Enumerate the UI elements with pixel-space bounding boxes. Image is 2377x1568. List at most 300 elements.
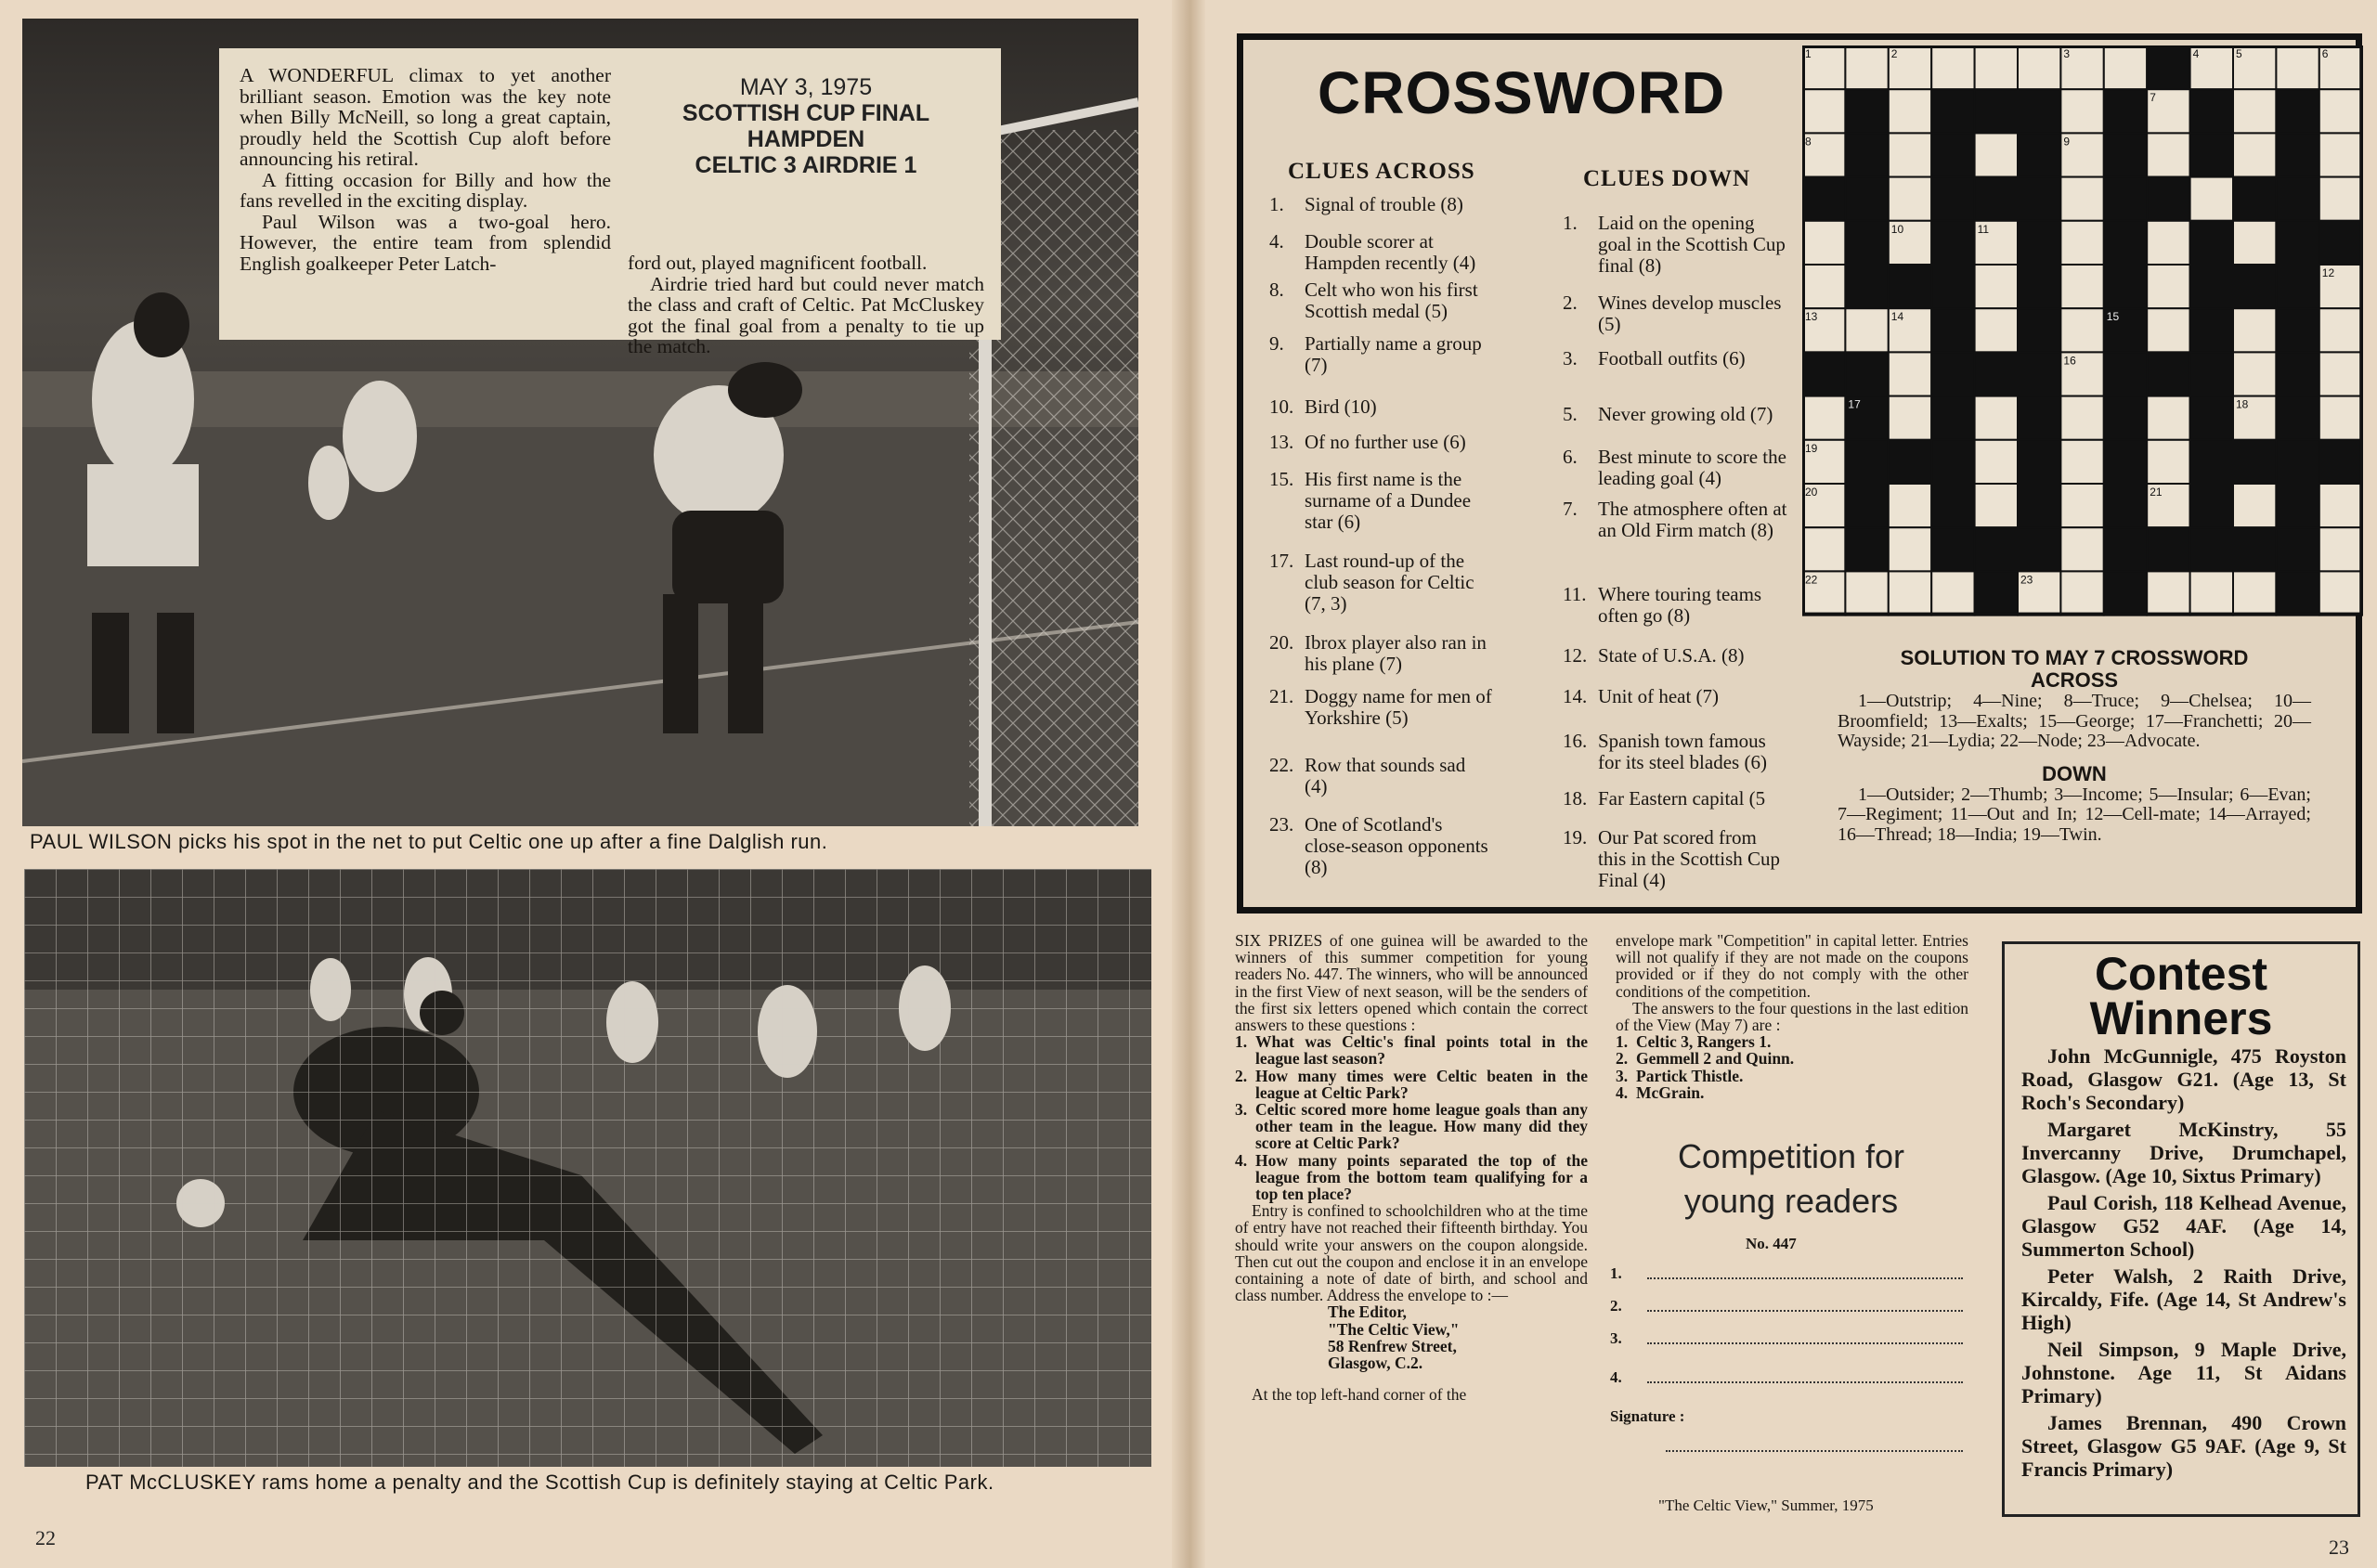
- grid-black-cell: [1845, 265, 1888, 308]
- grid-black-cell: [1931, 221, 1974, 265]
- winner-text: John McGunnigle, 475 Royston Road, Glasgow G21. (Age 13, St Roch's Secondary): [2021, 1044, 2346, 1114]
- grid-black-cell: [2190, 396, 2233, 440]
- grid-black-cell: [2018, 484, 2060, 527]
- grid-number: 3: [2063, 47, 2071, 60]
- clue-text: State of U.S.A. (8): [1598, 644, 1745, 667]
- grid-cell[interactable]: [1931, 571, 1974, 615]
- match-report-box: [219, 48, 1001, 357]
- crossword-grid[interactable]: [1802, 45, 2363, 621]
- grid-black-cell: [2147, 45, 2189, 89]
- grid-number: 6: [2321, 47, 2329, 60]
- clue-text: Wines develop muscles (5): [1598, 292, 1782, 335]
- grid-black-cell: [1845, 177, 1888, 221]
- grid-cell[interactable]: [2060, 89, 2103, 133]
- grid-black-cell: [1845, 440, 1888, 484]
- grid-cell[interactable]: [2147, 396, 2189, 440]
- clue-across: [1269, 632, 1492, 675]
- clue-down: [1563, 645, 1787, 667]
- grid-cell[interactable]: [2319, 133, 2362, 176]
- clue-across: [1269, 194, 1492, 215]
- grid-black-cell: [1975, 352, 2018, 395]
- clue-text: His first name is the surname of a Dundee star (6): [1305, 468, 1472, 533]
- solution-across-text: 1—Outstrip; 4—Nine; 8—Truce; 9—Chelsea; 10—Broomfield; 13—Exalts; 15—George; 17—Franchetti; 20—Wayside; 21—Lydia; 22—Node; 23—Advocate.: [1838, 691, 2311, 751]
- clue-text: Celt who won his first Scottish medal (5): [1305, 279, 1478, 322]
- headline-venue: HAMPDEN: [747, 126, 865, 152]
- grid-cell[interactable]: [2147, 221, 2189, 265]
- grid-black-cell: [1931, 527, 1974, 571]
- grid-cell[interactable]: [2060, 527, 2103, 571]
- clue-text: The atmosphere often at an Old Firm match (8): [1598, 498, 1787, 541]
- clue-across: [1269, 469, 1492, 533]
- answer-line-3[interactable]: [1610, 1329, 1963, 1348]
- clue-down: [1563, 348, 1787, 369]
- grid-number: 18: [2236, 397, 2249, 411]
- competition-column-2: [1616, 932, 1968, 1101]
- clue-number: 15.: [1269, 468, 1294, 490]
- grid-cell[interactable]: [2060, 308, 2103, 352]
- winner-entry: [2005, 1411, 2358, 1481]
- report-paragraph: Paul Wilson was a two-goal hero. However, the entire team from splendid English goalkeeper Peter Latch-: [240, 210, 611, 275]
- grid-cell[interactable]: [1889, 352, 1931, 395]
- competition-entry-rules: envelope mark "Competition" in capital letter. Entries will not qualify if they are not made on the coupons provided or if they do not comply with the other conditions of the competition.: [1616, 931, 1968, 1001]
- grid-cell[interactable]: [1889, 133, 1931, 176]
- last-answer: [1616, 1033, 1968, 1050]
- grid-number: 12: [2321, 266, 2335, 279]
- clue-text: Far Eastern capital (5: [1598, 787, 1766, 810]
- clue-text: Unit of heat (7): [1598, 685, 1720, 707]
- answer-line-1[interactable]: [1610, 1264, 1963, 1283]
- grid-number: 10: [1890, 222, 1904, 236]
- grid-black-cell: [2104, 89, 2147, 133]
- grid-number: 11: [1977, 222, 1990, 236]
- grid-cell[interactable]: [2233, 89, 2276, 133]
- caption-bottom: PAT McCLUSKEY rams home a penalty and the Scottish Cup is definitely staying at Celtic Park.: [85, 1471, 994, 1494]
- grid-black-cell: [2018, 527, 2060, 571]
- grid-cell[interactable]: [2018, 45, 2060, 89]
- signature-text: Signature :: [1610, 1407, 1685, 1425]
- grid-cell[interactable]: [2190, 571, 2233, 615]
- headline-score: CELTIC 3 AIRDRIE 1: [695, 152, 917, 178]
- clue-text: Best minute to score the leading goal (4): [1598, 446, 1786, 489]
- grid-black-cell: [1845, 221, 1888, 265]
- grid-number: 23: [2020, 573, 2033, 587]
- clue-number: 13.: [1269, 431, 1294, 453]
- grid-black-cell: [1889, 265, 1931, 308]
- issue-footer: "The Celtic View," Summer, 1975: [1658, 1497, 1874, 1514]
- last-answer: [1616, 1050, 1968, 1067]
- grid-cell[interactable]: [1889, 527, 1931, 571]
- clue-number: 8.: [1269, 279, 1284, 301]
- answer-line-number: 4.: [1610, 1368, 1622, 1386]
- grid-cell[interactable]: [2104, 45, 2147, 89]
- answer-number: 2.: [1616, 1049, 1629, 1069]
- grid-number: 4: [2192, 47, 2200, 60]
- clue-text: Of no further use (6): [1305, 431, 1466, 453]
- coupon-title: Competition for young readers: [1677, 1137, 1905, 1220]
- grid-black-cell: [1845, 527, 1888, 571]
- clue-text: Partially name a group (7): [1305, 332, 1482, 376]
- last-answers-intro: The answers to the four questions in the last edition of the View (May 7) are :: [1616, 998, 1968, 1035]
- clue-number: 1.: [1269, 193, 1284, 215]
- crossword-panel: [1237, 33, 2362, 914]
- grid-black-cell: [1975, 177, 2018, 221]
- grid-black-cell: [2018, 440, 2060, 484]
- question-text: Celtic scored more home league goals than any other team in the league. How many did they score at Celtic Park?: [1255, 1100, 1588, 1153]
- clue-text: Where touring teams often go (8): [1598, 583, 1762, 627]
- grid-cell[interactable]: [2319, 571, 2362, 615]
- grid-number: 9: [2063, 135, 2071, 149]
- grid-cell[interactable]: [2319, 527, 2362, 571]
- clue-text: Football outfits (6): [1598, 347, 1746, 369]
- report-paragraph: ford out, played magnificent football.: [628, 252, 928, 274]
- clue-across: [1269, 279, 1492, 322]
- clue-number: 21.: [1269, 685, 1294, 707]
- grid-cell[interactable]: [1975, 45, 2018, 89]
- clue-down: [1563, 731, 1787, 773]
- clue-down: [1563, 447, 1787, 489]
- signature-label: [1610, 1407, 1963, 1426]
- address-line: 58 Renfrew Street,: [1328, 1336, 1457, 1355]
- grid-black-cell: [2018, 89, 2060, 133]
- grid-cell[interactable]: [2147, 265, 2189, 308]
- clue-number: 11.: [1563, 583, 1587, 605]
- report-column-1: [240, 65, 611, 274]
- clue-number: 22.: [1269, 754, 1294, 776]
- grid-black-cell: [2018, 352, 2060, 395]
- grid-cell[interactable]: [2147, 571, 2189, 615]
- grid-cell[interactable]: [2060, 177, 2103, 221]
- clue-text: Never growing old (7): [1598, 403, 1773, 425]
- report-paragraph: A fitting occasion for Billy and how the fans revelled in the exciting display.: [240, 168, 611, 212]
- last-answer: [1616, 1068, 1968, 1084]
- grid-cell[interactable]: [1802, 221, 1845, 265]
- last-answer: [1616, 1084, 1968, 1101]
- grid-number: 1: [1805, 47, 1812, 60]
- grid-cell[interactable]: [1802, 265, 1845, 308]
- grid-cell[interactable]: [2060, 571, 2103, 615]
- clue-across: [1269, 755, 1492, 797]
- answer-text: Gemmell 2 and Quinn.: [1636, 1049, 1795, 1069]
- winners-title-text: Contest Winners: [2089, 948, 2273, 1044]
- grid-black-cell: [2190, 221, 2233, 265]
- grid-black-cell: [1931, 177, 1974, 221]
- grid-black-cell: [2104, 265, 2147, 308]
- clue-down: [1563, 686, 1787, 707]
- grid-black-cell: [2276, 396, 2319, 440]
- grid-cell[interactable]: [1889, 484, 1931, 527]
- clue-across: [1269, 686, 1492, 729]
- clue-number: 5.: [1563, 403, 1578, 425]
- grid-black-cell: [2276, 89, 2319, 133]
- grid-black-cell: [1975, 89, 2018, 133]
- answer-number: 4.: [1616, 1082, 1629, 1102]
- grid-black-cell: [2276, 133, 2319, 176]
- report-paragraph: A WONDERFUL climax to yet another brilliant season. Emotion was the key note when Billy McNeill, so long a great captain, proudly held the Scottish Cup aloft before announcing his retiral.: [240, 64, 611, 170]
- grid-black-cell: [2233, 527, 2276, 571]
- page-number-left: 22: [35, 1526, 56, 1549]
- competition-question: [1235, 1068, 1588, 1101]
- grid-black-cell: [2190, 265, 2233, 308]
- address-line: The Editor,: [1328, 1302, 1407, 1322]
- grid-cell[interactable]: [2319, 177, 2362, 221]
- grid-cell[interactable]: [1845, 571, 1888, 615]
- clue-number: 12.: [1563, 644, 1588, 667]
- grid-cell[interactable]: [1975, 133, 2018, 176]
- grid-cell[interactable]: [1975, 396, 2018, 440]
- grid-cell[interactable]: [2276, 45, 2319, 89]
- clue-number: 16.: [1563, 730, 1588, 752]
- page-number-right: 23: [2329, 1536, 2349, 1559]
- grid-black-cell: [2018, 221, 2060, 265]
- contest-winners-box: [2002, 941, 2360, 1517]
- grid-black-cell: [1931, 396, 1974, 440]
- grid-cell[interactable]: [2147, 133, 2189, 176]
- answer-line-4[interactable]: [1610, 1368, 1963, 1387]
- grid-black-cell: [1931, 89, 1974, 133]
- grid-black-cell: [2276, 265, 2319, 308]
- grid-number: 15: [2106, 310, 2120, 324]
- question-number: 4.: [1235, 1150, 1248, 1170]
- page-gutter: [1172, 0, 1205, 1568]
- question-text: How many points separated the top of the league from the bottom team qualifying for a top ten place?: [1255, 1150, 1588, 1204]
- clue-down: [1563, 788, 1787, 810]
- grid-cell[interactable]: [2147, 440, 2189, 484]
- grid-cell[interactable]: [1845, 308, 1888, 352]
- winner-text: Margaret McKinstry, 55 Invercanny Drive, Drumchapel, Glasgow. (Age 10, Sixtus Primary): [2021, 1118, 2346, 1187]
- answer-line-number: 1.: [1610, 1264, 1622, 1282]
- competition-question: [1235, 1033, 1588, 1067]
- winner-entry: [2005, 1338, 2358, 1407]
- clue-text: Our Pat scored from this in the Scottish Cup Final (4): [1598, 826, 1781, 891]
- grid-number: 2: [1890, 47, 1898, 60]
- grid-black-cell: [2190, 89, 2233, 133]
- answer-number: 1.: [1616, 1032, 1629, 1052]
- clue-across: [1269, 396, 1492, 418]
- solution-across-heading: ACROSS: [2030, 668, 2119, 692]
- grid-cell[interactable]: [2190, 177, 2233, 221]
- clue-text: Double scorer at Hampden recently (4): [1305, 230, 1476, 274]
- competition-question: [1235, 1101, 1588, 1152]
- grid-black-cell: [2147, 527, 2189, 571]
- grid-black-cell: [1931, 484, 1974, 527]
- winner-entry: [2005, 1044, 2358, 1114]
- grid-cell[interactable]: [1975, 265, 2018, 308]
- grid-black-cell: [2104, 133, 2147, 176]
- answer-text: Celtic 3, Rangers 1.: [1636, 1032, 1772, 1052]
- clue-number: 14.: [1563, 685, 1588, 707]
- grid-black-cell: [2104, 571, 2147, 615]
- winner-entry: [2005, 1191, 2358, 1261]
- winner-text: James Brennan, 490 Crown Street, Glasgow G5 9AF. (Age 9, St Francis Primary): [2021, 1411, 2346, 1481]
- clue-down: [1563, 499, 1787, 541]
- grid-number: 20: [1805, 486, 1818, 499]
- answer-text: McGrain.: [1636, 1082, 1705, 1102]
- grid-black-cell: [2276, 484, 2319, 527]
- clue-number: 7.: [1563, 498, 1578, 520]
- winner-entry: [2005, 1264, 2358, 1334]
- grid-cell[interactable]: [1889, 177, 1931, 221]
- grid-cell[interactable]: [1975, 440, 2018, 484]
- grid-black-cell: [1975, 527, 2018, 571]
- clue-text: Row that sounds sad (4): [1305, 754, 1466, 797]
- clue-text: Doggy name for men of Yorkshire (5): [1305, 685, 1492, 729]
- grid-cell[interactable]: [1889, 571, 1931, 615]
- answer-text: Partick Thistle.: [1636, 1066, 1744, 1085]
- clue-text: Last round-up of the club season for Celtic (7, 3): [1305, 550, 1474, 615]
- clue-text: Signal of trouble (8): [1305, 193, 1463, 215]
- answer-line-number: 3.: [1610, 1329, 1622, 1347]
- winner-entry: [2005, 1118, 2358, 1187]
- grid-black-cell: [2018, 133, 2060, 176]
- grid-black-cell: [1931, 440, 1974, 484]
- clue-down: [1563, 213, 1787, 277]
- grid-cell[interactable]: [1802, 396, 1845, 440]
- grid-cell[interactable]: [1802, 527, 1845, 571]
- grid-cell[interactable]: [1802, 89, 1845, 133]
- grid-black-cell: [1802, 177, 1845, 221]
- clue-number: 17.: [1269, 550, 1294, 572]
- grid-cell[interactable]: [2319, 352, 2362, 395]
- grid-black-cell: [2276, 352, 2319, 395]
- answer-line-2[interactable]: [1610, 1297, 1963, 1315]
- grid-number: 16: [2063, 354, 2076, 368]
- answer-line-number: 2.: [1610, 1297, 1622, 1315]
- grid-cell[interactable]: [1975, 308, 2018, 352]
- grid-cell[interactable]: [2060, 265, 2103, 308]
- question-number: 1.: [1235, 1032, 1248, 1052]
- winners-title: [2005, 948, 2358, 1044]
- grid-black-cell: [2018, 308, 2060, 352]
- competition-question: [1235, 1152, 1588, 1203]
- headline-date: MAY 3, 1975: [739, 74, 873, 100]
- grid-black-cell: [2276, 527, 2319, 571]
- clue-across: [1269, 231, 1492, 274]
- grid-black-cell: [2190, 440, 2233, 484]
- grid-black-cell: [2276, 177, 2319, 221]
- report-paragraph: Airdrie tried hard but could never match the class and craft of Celtic. Pat McCluskey got the final goal from a penalty to tie up the match.: [628, 272, 984, 357]
- clue-number: 10.: [1269, 395, 1294, 418]
- crossword-solution: [1838, 647, 2311, 845]
- clue-text: Ibrox player also ran in his plane (7): [1305, 631, 1487, 675]
- grid-cell[interactable]: [2233, 571, 2276, 615]
- grid-cell[interactable]: [2319, 484, 2362, 527]
- grid-cell[interactable]: [2060, 484, 2103, 527]
- grid-black-cell: [2147, 177, 2189, 221]
- clue-number: 4.: [1269, 230, 1284, 253]
- clue-across: [1269, 432, 1492, 453]
- grid-cell[interactable]: [2233, 133, 2276, 176]
- clue-down: [1563, 584, 1787, 627]
- grid-black-cell: [2233, 265, 2276, 308]
- grid-black-cell: [2276, 571, 2319, 615]
- grid-black-cell: [2276, 440, 2319, 484]
- grid-cell[interactable]: [1845, 45, 1888, 89]
- grid-black-cell: [2276, 308, 2319, 352]
- grid-black-cell: [1845, 352, 1888, 395]
- winner-text: Peter Walsh, 2 Raith Drive, Kircaldy, Fife. (Age 14, St Andrew's High): [2021, 1264, 2346, 1334]
- grid-black-cell: [2190, 484, 2233, 527]
- clue-down: [1563, 827, 1787, 891]
- grid-black-cell: [2233, 440, 2276, 484]
- clue-number: 18.: [1563, 787, 1588, 810]
- grid-cell[interactable]: [2233, 352, 2276, 395]
- grid-black-cell: [2147, 352, 2189, 395]
- grid-black-cell: [1845, 484, 1888, 527]
- caption-top: PAUL WILSON picks his spot in the net to put Celtic one up after a fine Dalglish run.: [30, 830, 828, 853]
- grid-black-cell: [2018, 265, 2060, 308]
- clue-number: 19.: [1563, 826, 1588, 849]
- grid-number: 5: [2236, 47, 2242, 60]
- clue-down: [1563, 292, 1787, 335]
- grid-black-cell: [1975, 571, 2018, 615]
- grid-cell[interactable]: [1975, 484, 2018, 527]
- solution-down-text: 1—Outsider; 2—Thumb; 3—Income; 5—Insular; 6—Evan; 7—Regiment; 11—Out and In; 12—Cell-mate; 14—Arrayed; 16—Thread; 18—India; 19—Twin.: [1838, 784, 2311, 845]
- clues-across-heading: CLUES ACROSS: [1288, 159, 1475, 184]
- grid-cell[interactable]: [2233, 484, 2276, 527]
- grid-cell[interactable]: [2147, 308, 2189, 352]
- grid-cell[interactable]: [1931, 45, 1974, 89]
- grid-cell[interactable]: [2060, 396, 2103, 440]
- grid-black-cell: [1931, 133, 1974, 176]
- grid-black-cell: [2104, 221, 2147, 265]
- grid-number: 22: [1805, 573, 1818, 587]
- winner-text: Paul Corish, 118 Kelhead Avenue, Glasgow G52 4AF. (Age 14, Summerton School): [2021, 1191, 2346, 1261]
- grid-cell[interactable]: [1889, 89, 1931, 133]
- grid-cell[interactable]: [2060, 221, 2103, 265]
- clue-number: 2.: [1563, 292, 1578, 314]
- address-line: "The Celtic View,": [1328, 1319, 1460, 1339]
- grid-black-cell: [1802, 352, 1845, 395]
- grid-cell[interactable]: [2233, 221, 2276, 265]
- answer-number: 3.: [1616, 1066, 1629, 1085]
- clue-text: One of Scotland's close-season opponents (8): [1305, 813, 1488, 878]
- grid-black-cell: [2319, 221, 2362, 265]
- winners-list: [2005, 1044, 2358, 1481]
- clue-number: 6.: [1563, 446, 1578, 468]
- competition-column-tail: At the top left-hand corner of the: [1252, 1385, 1467, 1405]
- grid-cell[interactable]: [2319, 89, 2362, 133]
- grid-black-cell: [2018, 396, 2060, 440]
- photo-pat-mccluskey-penalty: [24, 869, 1151, 1467]
- solution-down-heading: DOWN: [2042, 761, 2107, 785]
- winner-text: Neil Simpson, 9 Maple Drive, Johnstone. Age 11, St Aidans Primary): [2021, 1338, 2346, 1407]
- clue-text: Laid on the opening goal in the Scottish Cup final (8): [1598, 212, 1786, 277]
- grid-number: 8: [1805, 135, 1812, 149]
- grid-cell[interactable]: [2233, 308, 2276, 352]
- clue-text: Bird (10): [1305, 395, 1377, 418]
- grid-number: 21: [2150, 486, 2163, 499]
- grid-black-cell: [1931, 265, 1974, 308]
- grid-cell[interactable]: [1889, 396, 1931, 440]
- question-text: What was Celtic's final points total in the league last season?: [1255, 1032, 1588, 1069]
- grid-black-cell: [2104, 440, 2147, 484]
- coupon-number: No. 447: [1746, 1235, 1797, 1252]
- grid-number: 7: [2150, 91, 2156, 105]
- clue-text: Spanish town famous for its steel blades (6): [1598, 730, 1767, 773]
- report-column-2: [628, 74, 984, 357]
- grid-black-cell: [2104, 352, 2147, 395]
- grid-black-cell: [1845, 89, 1888, 133]
- grid-cell[interactable]: [2319, 396, 2362, 440]
- grid-cell[interactable]: [2319, 308, 2362, 352]
- headline-event: SCOTTISH CUP FINAL: [682, 100, 930, 126]
- match-headline: [628, 74, 984, 178]
- grid-black-cell: [2190, 133, 2233, 176]
- competition-questions: [1235, 1033, 1588, 1202]
- competition-column-1: [1235, 932, 1588, 1403]
- grid-cell[interactable]: [2060, 440, 2103, 484]
- grid-black-cell: [2018, 177, 2060, 221]
